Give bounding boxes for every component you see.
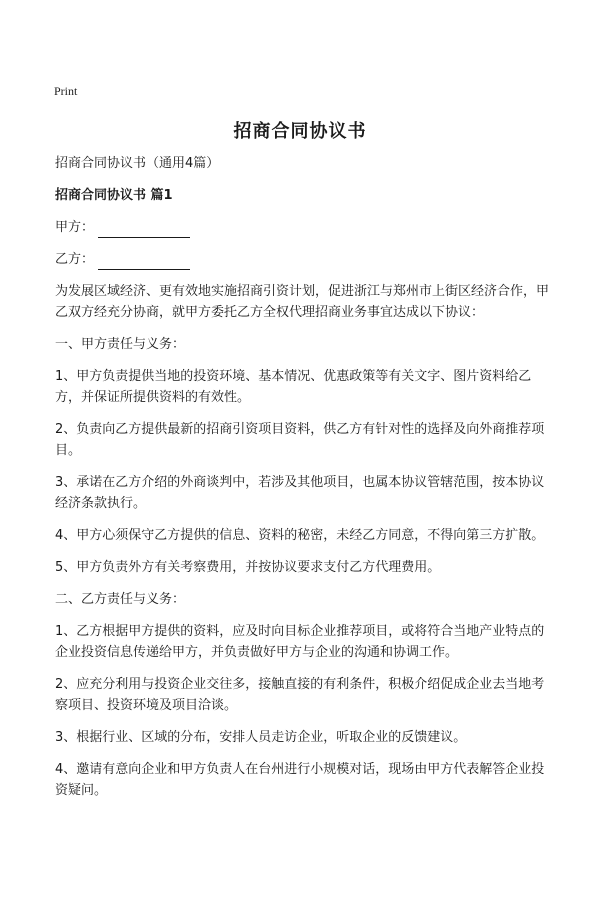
party-a-label: 甲方： <box>55 220 95 235</box>
paragraph-a5: 5、甲方负责外方有关考察费用，并按协议要求支付乙方代理费用。 <box>55 560 441 575</box>
document-body <box>55 153 555 812</box>
print-link[interactable]: Print <box>54 84 78 98</box>
paragraph-b4: 4、邀请有意向企业和甲方负责人在台州进行小规模对话，现场由甲方代表解答企业投资疑问。 <box>55 762 545 798</box>
party-a-blank <box>98 223 190 238</box>
paragraph-a3: 3、承诺在乙方介绍的外商谈判中，若涉及其他项目，也属本协议管辖范围，按本协议经济条款执行。 <box>55 475 545 511</box>
paragraph-intro: 为发展区域经济、更有效地实施招商引资计划，促进浙江与郑州市上街区经济合作，甲乙双方经充分协商，就甲方委托乙方全权代理招商业务事宜达成以下协议： <box>55 284 550 320</box>
paragraph-a2: 2、负责向乙方提供最新的招商引资项目资料，供乙方有针对性的选择及向外商推荐项目。 <box>55 422 545 458</box>
paragraph-a1: 1、甲方负责提供当地的投资环境、基本情况、优惠政策等有关文字、图片资料给乙方，并保证所提供资料的有效性。 <box>55 369 532 405</box>
party-a-line <box>55 217 555 238</box>
document-subtitle: 招商合同协议书（通用4篇） <box>55 156 220 171</box>
party-b-label: 乙方： <box>55 252 95 267</box>
heading-party-b-duties: 二、乙方责任与义务： <box>55 592 186 607</box>
heading-party-a-duties: 一、甲方责任与义务： <box>55 337 186 352</box>
party-b-blank <box>98 255 190 270</box>
paragraph-b3: 3、根据行业、区域的分布，安排人员走访企业，听取企业的反馈建议。 <box>55 730 467 745</box>
paragraph-b2: 2、应充分利用与投资企业交往多，接触直接的有利条件，积极介绍促成企业去当地考察项目、投资环境及项目洽谈。 <box>55 677 545 713</box>
paragraph-b1: 1、乙方根据甲方提供的资料，应及时向目标企业推荐项目，或将符合当地产业特点的企业投资信息传递给甲方，并负责做好甲方与企业的沟通和协调工作。 <box>55 624 545 660</box>
paragraph-a4: 4、甲方心须保守乙方提供的信息、资料的秘密，未经乙方同意，不得向第三方扩散。 <box>55 528 545 543</box>
document-title: 招商合同协议书 <box>233 121 367 142</box>
section-title: 招商合同协议书 篇1 <box>55 188 173 203</box>
party-b-line <box>55 249 555 270</box>
